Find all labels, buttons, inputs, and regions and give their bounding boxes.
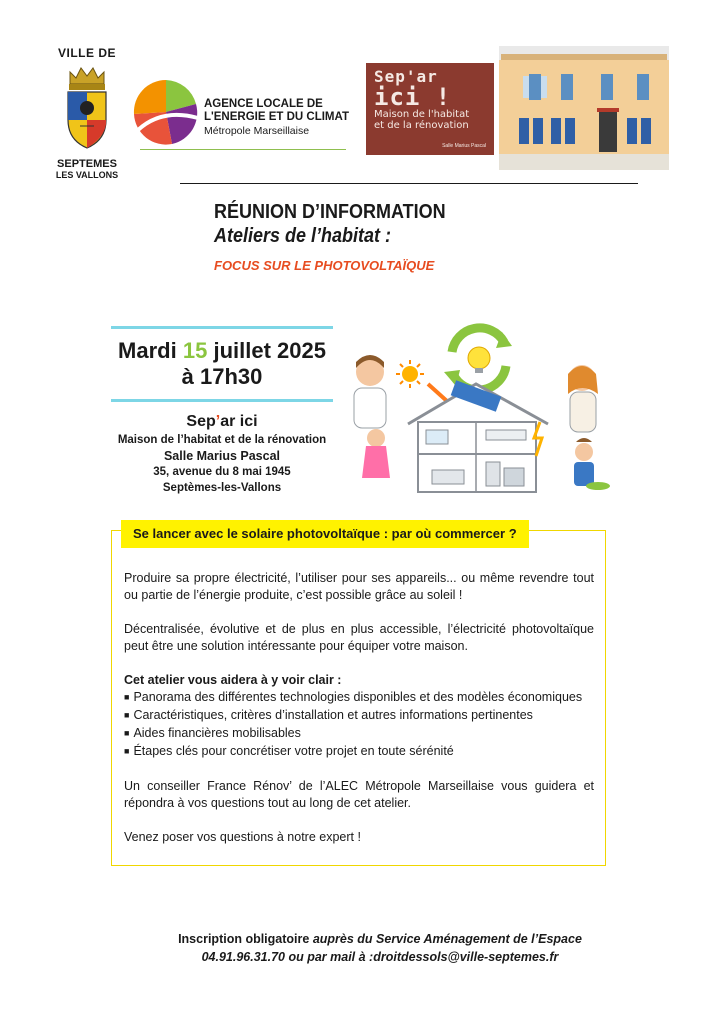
coat-of-arms-icon — [62, 62, 112, 150]
info-bullet-list — [124, 689, 594, 761]
separ-ici-logo — [366, 63, 494, 155]
location-line-2: Salle Marius Pascal — [163, 449, 281, 463]
building-facade-icon — [499, 46, 669, 170]
date-rule-top — [111, 326, 333, 329]
info-paragraph-3: Un conseiller France Rénov’ de l’ALEC Métropole Marseillaise vous guidera et répondra à vos questions tout au long de cet atelier. — [124, 779, 594, 810]
list-item: ■ Caractéristiques, critères d’installation et autres informations pertinentes — [124, 707, 594, 725]
footer-line-1 — [140, 930, 620, 948]
list-item: ■ Aides financières mobilisables — [124, 725, 594, 743]
date-rule-bottom — [111, 399, 333, 402]
page-subtitle: Ateliers de l’habitat : — [214, 225, 392, 247]
separ-logo-tiny: Salle Marius Pascal — [442, 143, 486, 149]
location-name-apostrophe: ’ — [215, 413, 221, 430]
les-vallons-label: LES VALLONS — [55, 170, 119, 180]
alec-circle-icon — [132, 78, 200, 146]
alec-line-3: Métropole Marseillaise — [204, 125, 310, 137]
alec-line-2: L'ENERGIE ET DU CLIMAT — [204, 111, 349, 123]
maison-habitat-photo — [499, 46, 669, 170]
separ-logo-sub-1: Maison de l'habitat — [374, 109, 470, 120]
alec-logo — [132, 78, 352, 150]
alec-line-1: AGENCE LOCALE DE — [204, 98, 323, 110]
footer-contact: 04.91.96.31.70 ou par mail à :droitdessols@ville-septemes.fr — [201, 950, 559, 964]
event-month-year: juillet 2025 — [213, 338, 326, 363]
alec-underline — [140, 149, 346, 150]
event-location — [110, 412, 334, 496]
event-day-number: 15 — [182, 338, 208, 363]
info-list-title: Cet atelier vous aidera à y voir clair : — [124, 673, 342, 687]
ville-de-label: VILLE DE — [57, 46, 116, 60]
info-paragraph-4: Venez poser vos questions à notre expert ! — [124, 830, 361, 844]
location-line-3: 35, avenue du 8 mai 1945 — [153, 466, 291, 478]
location-name-part2: ar ici — [220, 413, 258, 430]
page-title: RÉUNION D’INFORMATION — [214, 201, 446, 223]
focus-label: FOCUS SUR LE PHOTOVOLTAÏQUE — [214, 258, 435, 273]
info-paragraph-2: Décentralisée, évolutive et de plus en plus accessible, l’électricité photovoltaïque peut être une solution intéressante pour équiper votre maison. — [124, 622, 594, 653]
event-day-name: Mardi — [118, 338, 177, 363]
header-divider — [180, 183, 638, 184]
list-item: ■ Panorama des différentes technologies disponibles et des modèles économiques — [124, 689, 594, 707]
info-body — [124, 570, 594, 863]
septemes-label: SEPTEMES — [57, 158, 117, 170]
registration-footer — [140, 930, 620, 966]
solar-house-illustration — [336, 322, 614, 498]
location-name-part1: Sep — [186, 413, 216, 430]
separ-logo-sub-2: et de la rénovation — [374, 120, 469, 131]
location-name — [110, 412, 334, 432]
title-block — [214, 200, 471, 273]
event-time: à 17h30 — [181, 364, 263, 389]
info-paragraph-1: Produire sa propre électricité, l’utiliser pour ses appareils... ou même revendre tout ou partie de l’énergie produite, c’est possible grâce au soleil ! — [124, 571, 594, 602]
location-line-1: Maison de l’habitat et de la rénovation — [117, 434, 327, 446]
footer-required: Inscription obligatoire — [178, 932, 310, 946]
footer-service: auprès du Service Aménagement de l’Espace — [309, 932, 582, 946]
event-date — [110, 338, 334, 390]
separ-logo-line-1: Sep'ar — [374, 67, 438, 86]
ville-de-septemes-logo — [54, 46, 120, 180]
location-line-4: Septèmes-les-Vallons — [162, 482, 282, 494]
list-item: ■ Étapes clés pour concrétiser votre projet en toute sérénité — [124, 743, 594, 761]
separ-logo-line-2: ici ! — [374, 83, 452, 111]
info-heading: Se lancer avec le solaire photovoltaïque : par où commercer ? — [121, 520, 529, 548]
